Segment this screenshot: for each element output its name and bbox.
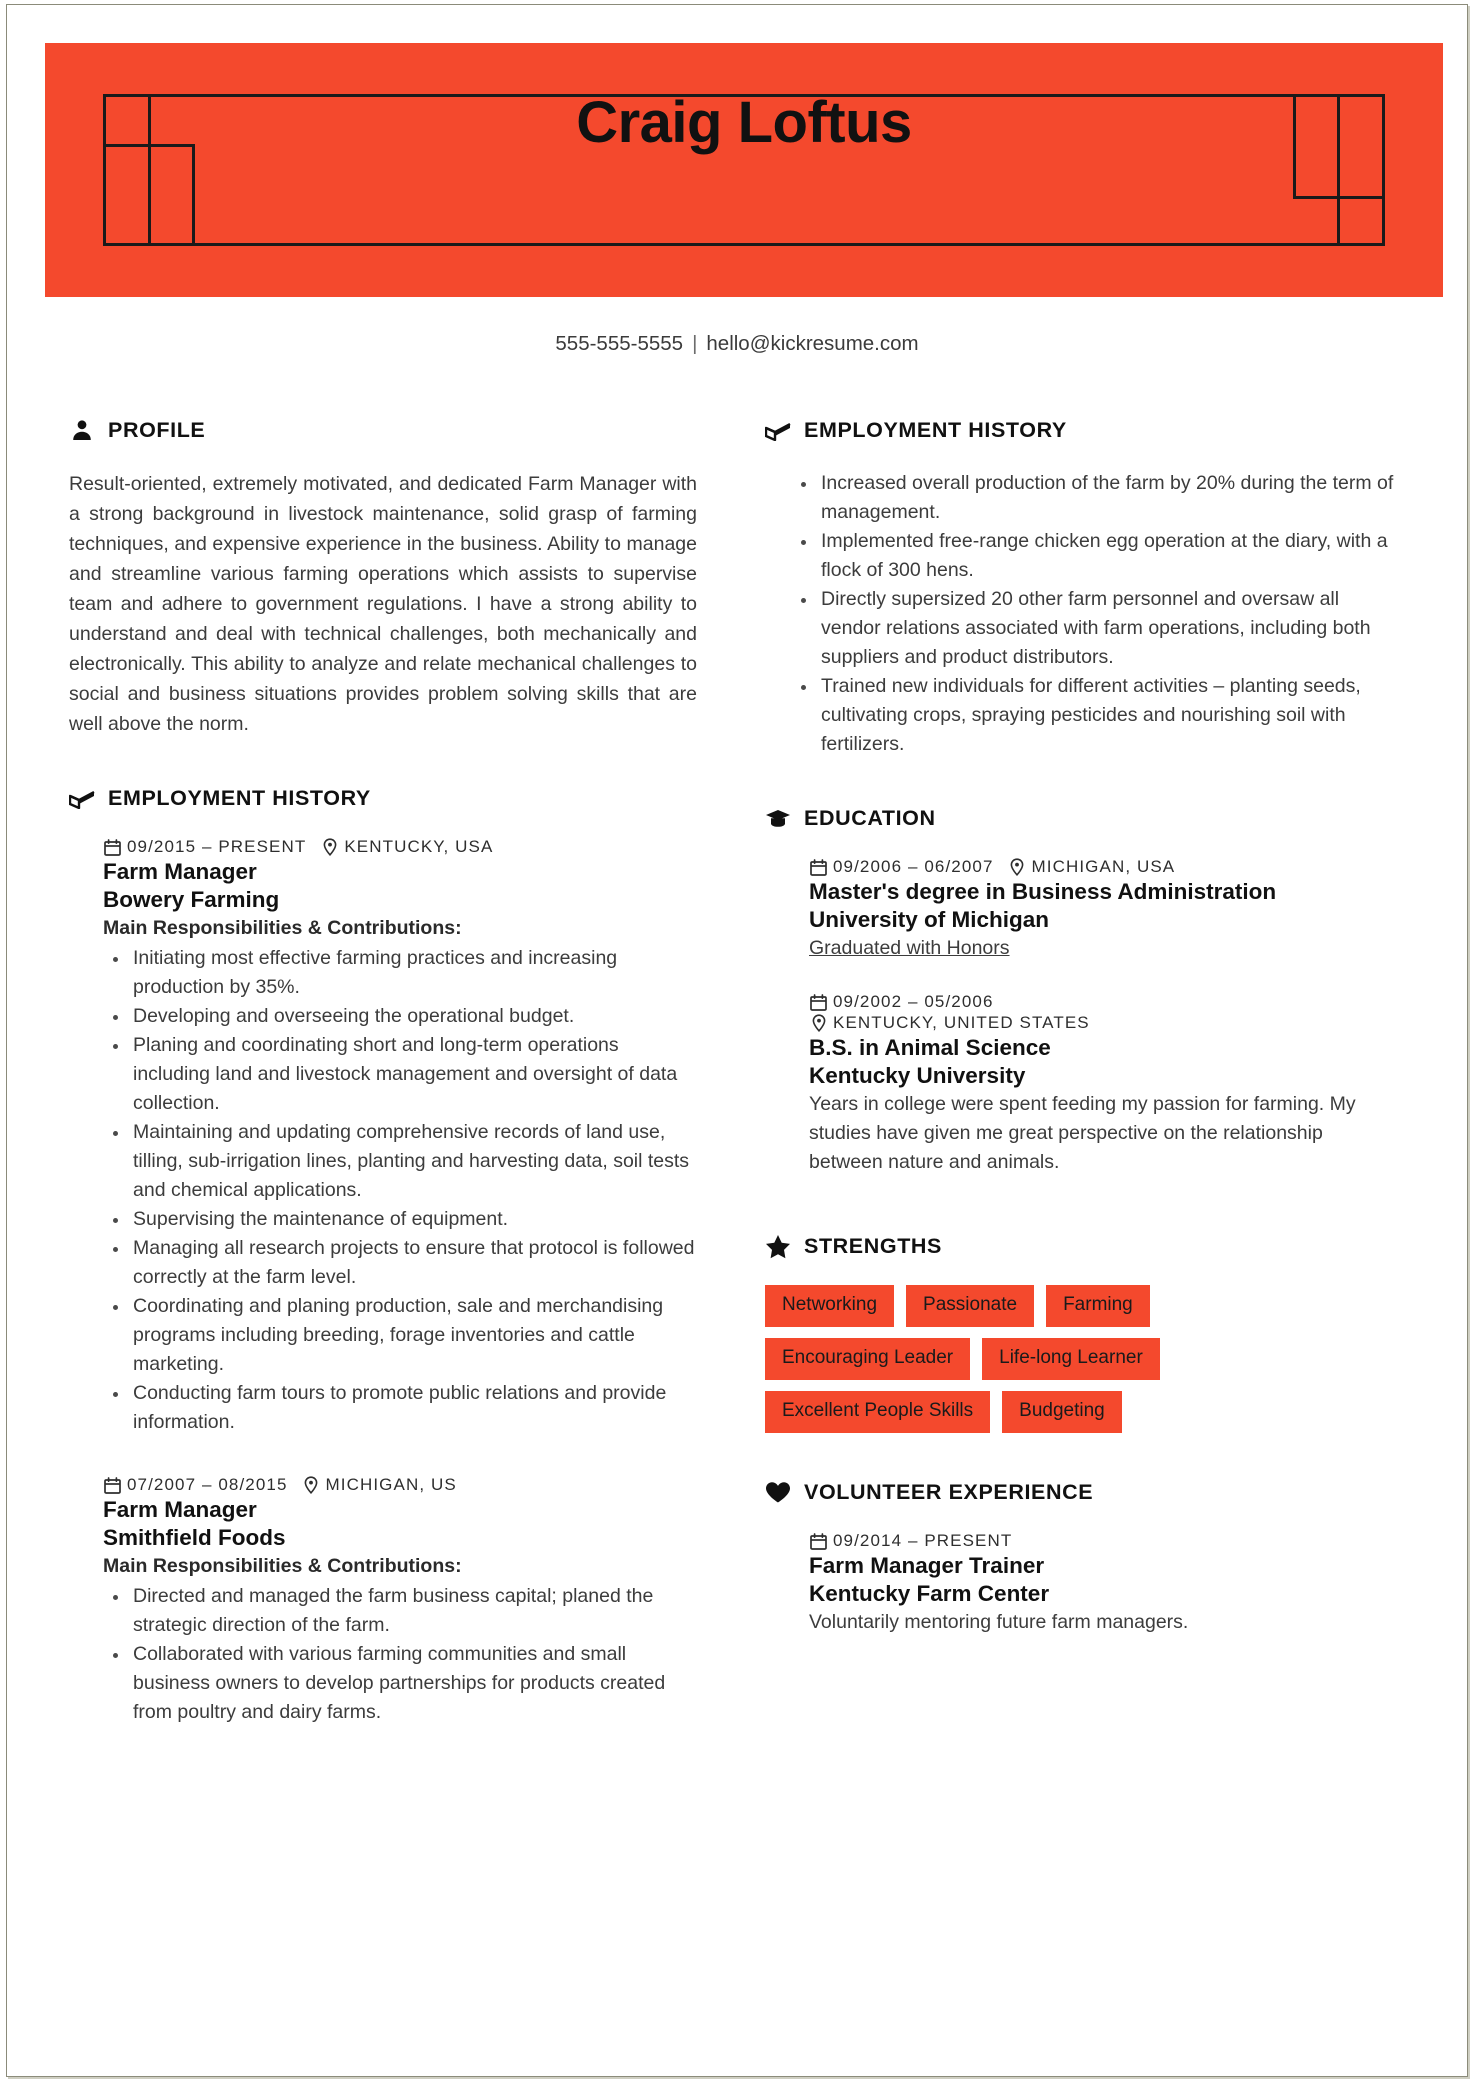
entry-meta: [809, 1531, 1401, 1551]
education-heading: [765, 805, 1401, 831]
entry-meta-location: [809, 1013, 1401, 1033]
entry-organization: Kentucky Farm Center: [809, 1581, 1050, 1606]
volunteer-title: VOLUNTEER EXPERIENCE: [804, 1479, 1094, 1504]
entry-bullet-list: [103, 944, 697, 1437]
header-banner: [45, 43, 1443, 297]
section-strengths: [765, 1233, 1401, 1433]
employment-entry: [69, 837, 697, 1437]
strength-tag[interactable]: Networking: [765, 1285, 894, 1327]
bullet-item: Trained new individuals for different activities – planting seeds, cultivating crops, spraying pesticides and nourishing soil with fertilizers.: [791, 672, 1401, 759]
entry-school: Kentucky University: [809, 1063, 1026, 1088]
entry-job-title: Farm Manager: [103, 859, 257, 884]
bullet-item: Conducting farm tours to promote public relations and provide information.: [103, 1379, 697, 1437]
right-column: [765, 417, 1401, 1637]
entry-location: KENTUCKY, USA: [344, 837, 494, 856]
bullet-item: Implemented free-range chicken egg operation at the diary, with a flock of 300 hens.: [791, 527, 1401, 585]
strength-tag-list: [765, 1285, 1265, 1433]
entry-school: University of Michigan: [809, 907, 1050, 932]
strength-tag[interactable]: Encouraging Leader: [765, 1338, 970, 1380]
entry-location: MICHIGAN, US: [325, 1475, 457, 1494]
strength-tag[interactable]: Farming: [1046, 1285, 1150, 1327]
entry-date: 09/2002 – 05/2006: [833, 992, 994, 1011]
bullet-item: Developing and overseeing the operational budget.: [103, 1002, 697, 1031]
employment-entry: [69, 1475, 697, 1727]
contact-line: [7, 332, 1467, 356]
entry-note: Voluntarily mentoring future farm managers.: [809, 1611, 1189, 1633]
employment-left-title: EMPLOYMENT HISTORY: [108, 785, 371, 810]
entry-degree: Master's degree in Business Administration: [809, 879, 1277, 904]
entry-meta: [103, 837, 697, 857]
entry-note: Years in college were spent feeding my passion for farming. My studies have given me great perspective on the relationship between nature and animals.: [809, 1093, 1356, 1173]
profile-text: Result-oriented, extremely motivated, and dedicated Farm Manager with a strong background in livestock maintenance, solid grasp of farming techniques, and expensive experience in the business. Ability to manage and streamline various farming operations which assists to supervise team and adhere to government regulations. I have a strong ability to understand and deal with technical challenges, both mechanically and electronically. This ability to analyze and relate mechanical challenges to social and business situations provides problem solving skills that are well above the norm.: [69, 473, 697, 735]
calendar-icon: [809, 1532, 828, 1551]
strength-tag[interactable]: Budgeting: [1002, 1391, 1122, 1433]
strengths-heading: [765, 1233, 1401, 1259]
education-title: EDUCATION: [804, 805, 936, 830]
employment-right-bullet-list: [765, 469, 1401, 759]
bullet-item: Directed and managed the farm business capital; planed the strategic direction of the farm.: [103, 1582, 697, 1640]
section-volunteer: [765, 1479, 1401, 1637]
candidate-name: Craig Loftus: [576, 90, 912, 155]
briefcase-icon: [765, 417, 791, 443]
calendar-icon: [103, 838, 122, 857]
deco-left-vertical-2: [192, 144, 195, 243]
bullet-item: Planing and coordinating short and long-term operations including land and livestock management and oversight of data collection.: [103, 1031, 697, 1118]
contact-separator: |: [692, 332, 698, 355]
education-entry: [765, 992, 1401, 1177]
bullet-item: Initiating most effective farming practices and increasing production by 35%.: [103, 944, 697, 1002]
star-icon: [765, 1233, 791, 1259]
graduation-cap-icon: [765, 805, 791, 831]
section-profile: [69, 417, 697, 739]
strength-tag[interactable]: Passionate: [906, 1285, 1034, 1327]
resume-page: [7, 5, 1467, 2076]
email-text: hello@kickresume.com: [706, 332, 919, 355]
briefcase-icon: [69, 785, 95, 811]
bullet-item: Increased overall production of the farm by 20% during the term of management.: [791, 469, 1401, 527]
resume-page-frame: [6, 4, 1468, 2077]
location-pin-icon: [809, 1014, 828, 1033]
location-pin-icon: [302, 1476, 321, 1495]
entry-date: 07/2007 – 08/2015: [127, 1475, 288, 1494]
calendar-icon: [103, 1476, 122, 1495]
strength-tag[interactable]: Excellent People Skills: [765, 1391, 990, 1433]
bullet-item: Maintaining and updating comprehensive records of land use, tilling, sub-irrigation lines, planting and harvesting data, soil tests and chemical applications.: [103, 1118, 697, 1205]
volunteer-entry: [765, 1531, 1401, 1637]
entry-organization: Bowery Farming: [103, 887, 280, 912]
profile-title: PROFILE: [108, 417, 206, 442]
entry-meta: [103, 1475, 697, 1495]
entry-bullet-list: [103, 1582, 697, 1727]
employment-right-heading: [765, 417, 1401, 443]
entry-subheading: Main Responsibilities & Contributions:: [103, 917, 462, 939]
location-pin-icon: [320, 838, 339, 857]
location-pin-icon: [1008, 858, 1027, 877]
entry-note: Graduated with Honors: [809, 937, 1010, 959]
section-employment-left: [69, 785, 697, 1727]
profile-heading: [69, 417, 697, 443]
section-education: [765, 805, 1401, 1177]
entry-meta: [809, 992, 1401, 1012]
volunteer-heading: [765, 1479, 1401, 1505]
entry-job-title: Farm Manager Trainer: [809, 1553, 1045, 1578]
entry-location: MICHIGAN, USA: [1031, 857, 1176, 876]
education-entry: [765, 857, 1401, 962]
strengths-title: STRENGTHS: [804, 1233, 942, 1258]
bullet-item: Supervising the maintenance of equipment.: [103, 1205, 697, 1234]
calendar-icon: [809, 993, 828, 1012]
bullet-item: Directly supersized 20 other farm personnel and oversaw all vendor relations associated with farm operations, including both suppliers and product distributors.: [791, 585, 1401, 672]
person-icon: [69, 417, 95, 443]
entry-degree: B.S. in Animal Science: [809, 1035, 1051, 1060]
calendar-icon: [809, 858, 828, 877]
bullet-item: Collaborated with various farming communities and small business owners to develop partnerships for products created from poultry and dairy farms.: [103, 1640, 697, 1727]
entry-location: KENTUCKY, UNITED STATES: [833, 1013, 1090, 1032]
entry-meta: [809, 857, 1401, 877]
entry-organization: Smithfield Foods: [103, 1525, 286, 1550]
heart-icon: [765, 1479, 791, 1505]
entry-job-title: Farm Manager: [103, 1497, 257, 1522]
deco-right-horizontal: [1293, 196, 1382, 199]
phone-text: 555-555-5555: [555, 332, 684, 355]
bullet-item: Managing all research projects to ensure that protocol is followed correctly at the farm level.: [103, 1234, 697, 1292]
strength-tag[interactable]: Life-long Learner: [982, 1338, 1160, 1380]
entry-date: 09/2015 – PRESENT: [127, 837, 307, 856]
entry-subheading: Main Responsibilities & Contributions:: [103, 1555, 462, 1577]
left-column: [69, 417, 697, 1727]
employment-right-title: EMPLOYMENT HISTORY: [804, 417, 1067, 442]
entry-date: 09/2014 – PRESENT: [833, 1531, 1013, 1550]
entry-date: 09/2006 – 06/2007: [833, 857, 994, 876]
employment-left-heading: [69, 785, 697, 811]
section-employment-right: [765, 417, 1401, 759]
bullet-item: Coordinating and planing production, sale and merchandising programs including breeding, forage inventories and cattle marketing.: [103, 1292, 697, 1379]
